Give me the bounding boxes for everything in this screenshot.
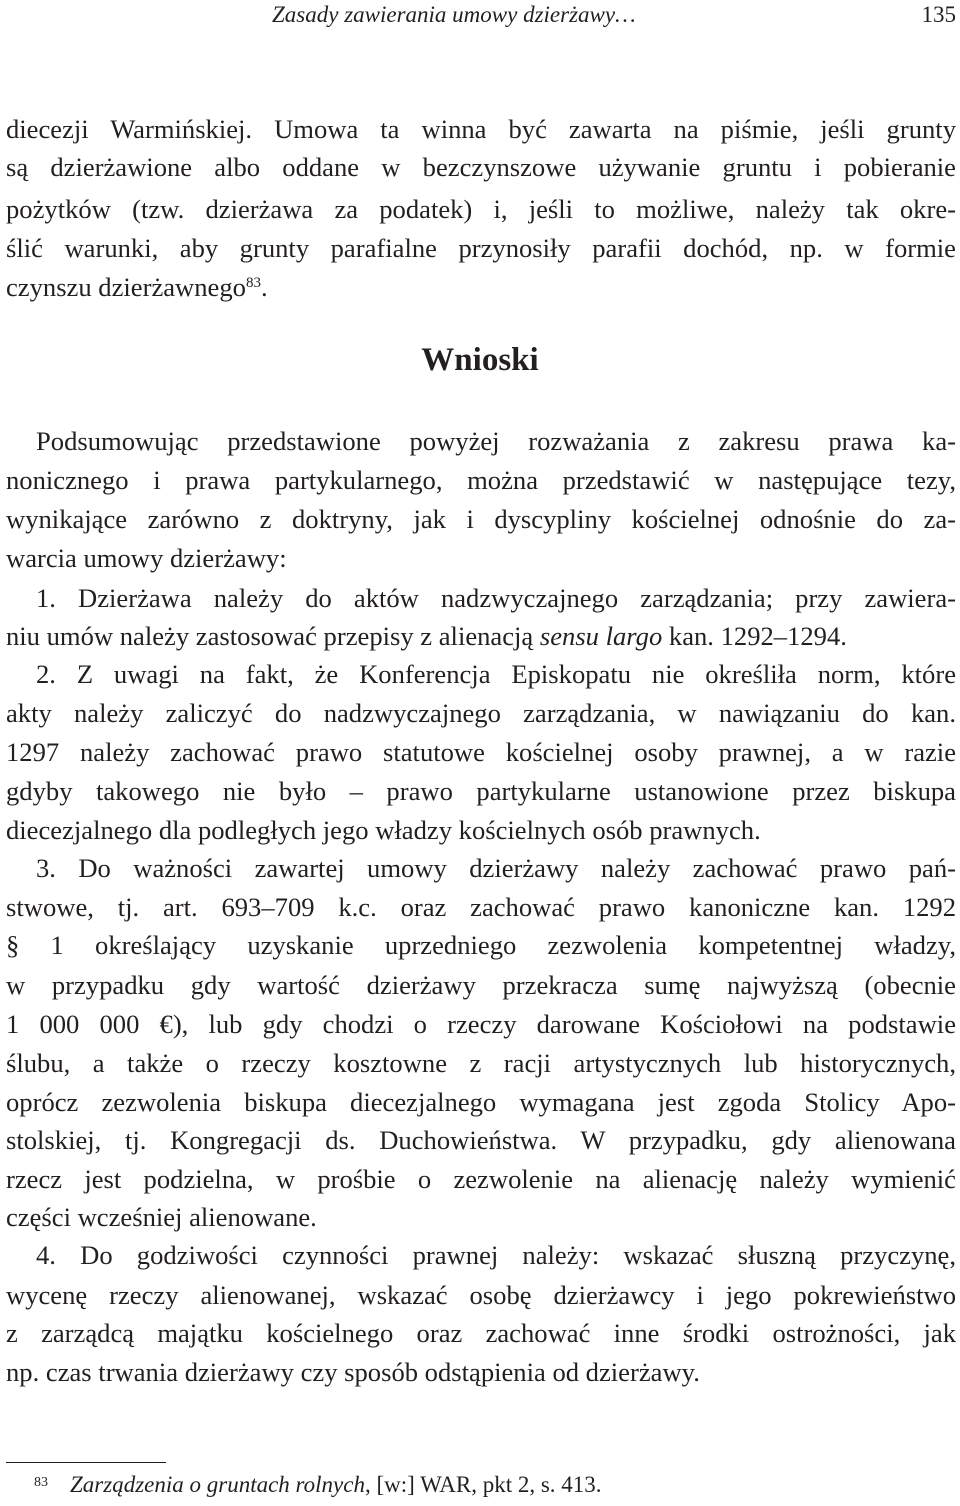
text-line: stolskiej, tj. Kongregacji ds. Duchowieństwa. W przypadku, gdy alienowana [6, 1125, 956, 1155]
text-line: ślić warunki, aby grunty parafialne przynosiły parafii dochód, np. w formie [6, 233, 956, 263]
text-span: kan. 1292–1294. [662, 621, 847, 651]
text-line [6, 617, 956, 655]
text-line: wycenę rzeczy alienowanej, wskazać osobę dzierżawcy i jego pokrewieństwo [6, 1280, 956, 1310]
running-header [272, 0, 960, 30]
text-line: wynikające zarówno z doktryny, jak i dyscypliny kościelnej odnośnie do za- [6, 504, 956, 534]
text-line: nonicznego i prawa partykularnego, można przedstawić w następujące tezy, [6, 465, 956, 495]
text-line: w przypadku gdy wartość dzierżawy przekracza sumę najwyższą (obecnie [6, 970, 956, 1000]
text-line: akty należy zaliczyć do nadzwyczajnego zarządzania, w nawiązaniu do kan. [6, 698, 956, 728]
text-line: 3. Do ważności zawartej umowy dzierżawy należy zachować prawo pań- [36, 853, 956, 883]
footnote [34, 1470, 602, 1500]
text-line: z zarządcą majątku kościelnego oraz zachować inne środki ostrożności, jak [6, 1318, 956, 1348]
footnote-separator [6, 1462, 166, 1463]
text-line: § 1 określający uzyskanie uprzedniego zezwolenia kompetentnej władzy, [6, 930, 956, 960]
text-line: 1297 należy zachować prawo statutowe kościelnej osoby prawnej, a w razie [6, 737, 956, 767]
text-line: ślubu, a także o rzeczy kosztowne z racji artystycznych lub historycznych, [6, 1048, 956, 1078]
text-line: pożytków (tzw. dzierżawa za podatek) i, jeśli to możliwe, należy tak okre- [6, 194, 956, 224]
footnote-title: Zarządzenia o gruntach rolnych [70, 1472, 365, 1497]
text-line: 1. Dzierżawa należy do aktów nadzwyczajnego zarządzania; przy zawiera- [36, 583, 956, 613]
italic-term: sensu largo [539, 621, 663, 651]
page-number: 135 [921, 2, 956, 27]
footnote-number: 83 [34, 1475, 48, 1490]
running-title: Zasady zawierania umowy dzierżawy… [272, 2, 636, 27]
text-line: warcia umowy dzierżawy: [6, 543, 287, 573]
text-line: np. czas trwania dzierżawy czy sposób odstąpienia od dzierżawy. [6, 1357, 700, 1387]
section-heading: Wnioski [421, 342, 539, 378]
text-line: Podsumowując przedstawione powyżej rozważania z zakresu prawa ka- [36, 426, 956, 456]
text-line: są dzierżawione albo oddane w bezczynszowe używanie gruntu i pobieranie [6, 152, 956, 182]
text-span: . [260, 272, 268, 302]
text-line: 4. Do godziwości czynności prawnej należy: wskazać słuszną przyczynę, [36, 1240, 956, 1270]
text-line: 1 000 000 €), lub gdy chodzi o rzeczy darowane Kościołowi na podstawie [6, 1009, 956, 1039]
text-line: diecezjalnego dla podległych jego władzy kościelnych osób prawnych. [6, 815, 761, 845]
text-line: diecezji Warmińskiej. Umowa ta winna być zawarta na piśmie, jeśli grunty [6, 114, 956, 144]
text-line: gdyby takowego nie było – prawo partykularne ustanowione przez biskupa [6, 776, 956, 806]
footnote-text: , [w:] WAR, pkt 2, s. 413. [364, 1472, 602, 1497]
text-line: oprócz zezwolenia biskupa diecezjalnego wymagana jest zgoda Stolicy Apo- [6, 1087, 956, 1117]
text-line: części wcześniej alienowane. [6, 1202, 317, 1232]
text-span: czynszu dzierżawnego [6, 272, 246, 302]
footnote-reference: 83 [245, 275, 261, 291]
text-span: niu umów należy zastosować przepisy z alienacją [6, 621, 540, 651]
text-line: 2. Z uwagi na fakt, że Konferencja Episkopatu nie określiła norm, które [36, 659, 956, 689]
text-line: stwowe, tj. art. 693–709 k.c. oraz zachować prawo kanoniczne kan. 1292 [6, 892, 956, 922]
text-line [6, 268, 956, 306]
text-line: rzecz jest podzielna, w prośbie o zezwolenie na alienację należy wymienić [6, 1164, 956, 1194]
